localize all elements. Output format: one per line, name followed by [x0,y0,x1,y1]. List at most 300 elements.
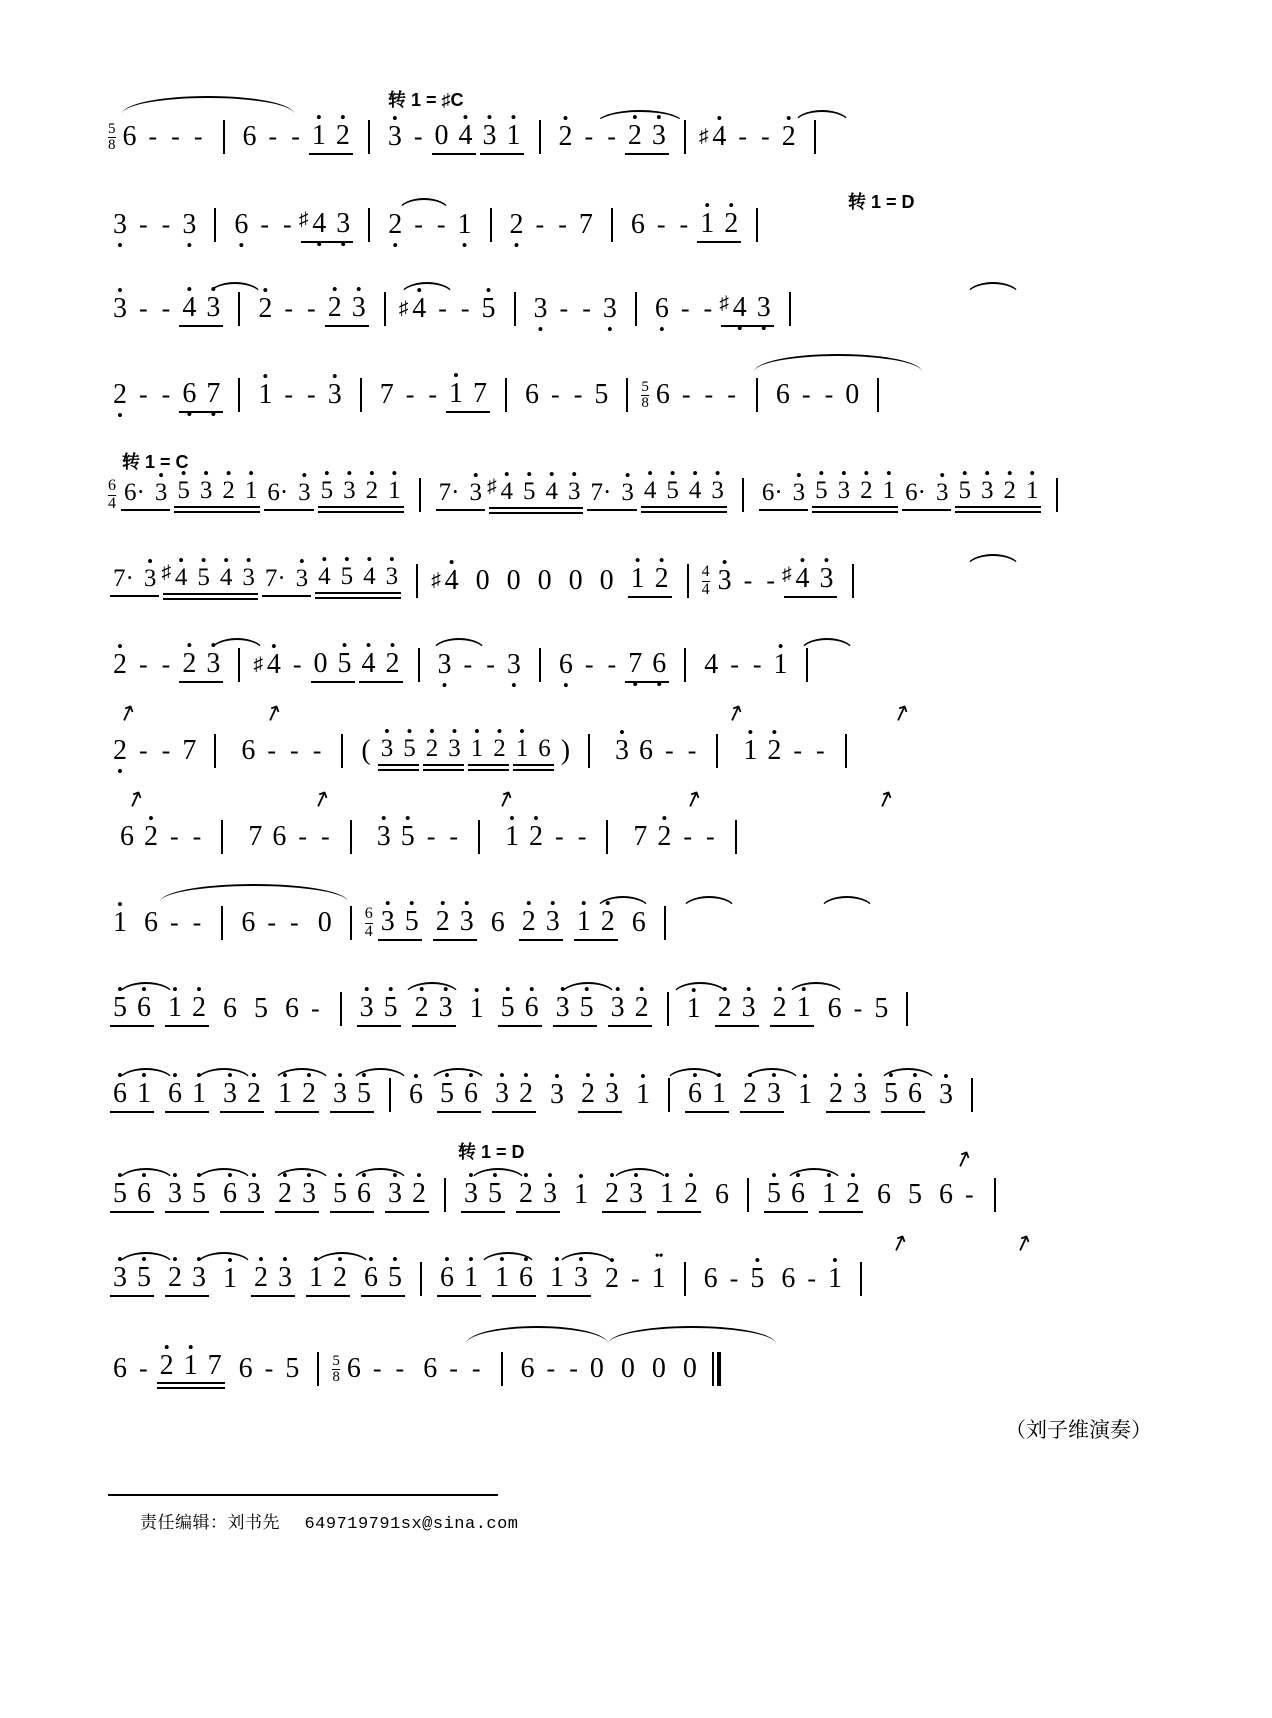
sustain-dash: - [139,1354,148,1383]
sustain-dash: - [291,122,300,151]
note: • 1 [769,651,793,679]
note: • 2 [361,478,384,503]
note: 7 [578,209,593,240]
beamed-group [817,1178,865,1213]
bar-line [606,820,608,854]
note: • 3 [713,567,737,595]
note: • 3 [931,480,954,505]
note: • 1 [655,1180,679,1208]
beamed-group [431,906,479,941]
sustain-dash: - [729,1264,739,1293]
bar-line [501,1352,503,1386]
note: • 2 [108,651,132,679]
note: • 5 [333,650,357,678]
rest: 0 [620,1353,635,1384]
beamed-group [273,1078,321,1113]
note: • 1 [793,1081,817,1109]
note: • 5 [435,1080,459,1108]
tie-arc [122,96,294,114]
note: • 2 [855,478,878,503]
score-row [108,1340,1164,1398]
beamed-group [953,477,1043,513]
beamed-group [757,479,810,511]
note: • 3 [376,908,400,936]
bar-line [341,734,343,768]
beamed-group [163,992,211,1027]
beamed-group [434,479,487,511]
note: • 5 [810,478,833,503]
note: • 2 [554,123,578,151]
note: • 2 [155,1352,179,1380]
beamed-group [218,1078,266,1113]
note: 6 • [647,650,671,678]
key-change-label-3: 转 1 = C [122,452,189,472]
note: 6 [877,1179,891,1210]
sustain-dash: - [283,210,292,239]
note: • 6 [359,1264,383,1292]
rest: 0 [537,565,552,596]
bar-line [221,820,223,854]
note: • 4 [262,651,286,679]
note: 7 [473,377,488,409]
note: 4 • [728,294,752,322]
note: • 4 [454,122,478,150]
note: 3 • [177,211,201,239]
beamed-group [383,1178,431,1213]
note: • 1 [682,995,706,1023]
sustain-dash: - [631,1264,640,1293]
beamed-group [177,378,225,413]
note: • 1 [572,908,596,936]
bar-line [490,208,492,242]
note: • 5 [187,1180,211,1208]
bar-line [1056,478,1058,512]
beamed-group [487,476,586,514]
note: 5 [285,1353,300,1384]
note: 2 • [108,737,132,765]
note: 6 [122,121,137,152]
note: • 2 [407,1180,431,1208]
bar-line [635,292,637,326]
sustain-dash: - [139,210,148,239]
note: • 3 [218,1080,242,1108]
note: • 6 [404,1081,428,1109]
note: • 1 [187,1080,211,1108]
sustain-dash: - [801,380,811,409]
note: • 2 [652,823,676,851]
bar-line [860,1262,862,1296]
sustain-dash: - [413,122,423,151]
bar-line [684,120,686,154]
bar-line [668,1078,670,1112]
sustain-dash: - [307,294,316,323]
note: 7· [264,565,286,592]
note: • 2 [824,1080,848,1108]
note: 7 [248,821,263,852]
bar-line [350,820,352,854]
note: • 4 [495,479,518,504]
note: • 2 [217,478,240,503]
note: • 3 [139,566,162,591]
note: • 3 [347,294,371,322]
note: • 2 [719,210,743,238]
note: • 6 [683,1080,707,1108]
note: 6 [715,1179,729,1210]
beamed-group [316,477,406,513]
beamed-group [108,992,156,1027]
grace-note-icon: ↗ [886,1227,912,1258]
sharp-accidental: ♯ [298,208,309,230]
note: 7 [182,735,197,766]
sustain-dash: - [607,122,616,151]
note: • 1 [273,1080,297,1108]
sustain-dash: - [535,210,545,239]
note: • 6 [520,994,544,1022]
sustain-dash: - [139,294,148,323]
sustain-dash: - [680,294,690,323]
note: 4 • [307,210,331,238]
note: • 2 [421,736,444,761]
sustain-dash: - [793,736,803,765]
beamed-group [762,1178,810,1213]
note: • 5 [398,736,421,761]
beamed-group [490,1262,538,1297]
note: 6 [781,1263,796,1294]
sustain-dash: - [171,122,180,151]
note: • 2 [596,908,620,936]
note: • 3 [237,565,260,590]
note: • 6 [459,1080,483,1108]
note: • 5 [879,1080,903,1108]
note: • 3 [551,994,575,1022]
note: 7· [438,479,460,506]
note: • 6 [163,1080,187,1108]
note: • 3 [338,478,361,503]
time-signature: 5 8 [108,120,116,153]
bar-line [814,120,816,154]
editor-label: 责任编辑：刘书先 [140,1513,280,1532]
note: 6· [124,479,145,506]
note: 5 [874,993,889,1024]
note: • 3 [647,122,671,150]
note: 6 [238,1353,253,1384]
sustain-dash: - [687,736,697,765]
note: 6 [703,1263,718,1294]
score-row [108,366,1164,424]
note: 7· [113,565,134,592]
beamed-group [719,292,776,327]
beamed-group [376,732,421,771]
beamed-group [782,564,839,598]
bar-line [994,1178,996,1212]
note: 7 [207,1349,222,1381]
note: • 1 [500,823,524,851]
note: 3 • [598,295,622,323]
sustain-dash: - [584,650,594,679]
bar-line [806,648,808,682]
sustain-dash: - [743,566,753,595]
note: • 2 [323,294,347,322]
note: • 1 [823,1265,847,1293]
bar-line [906,992,908,1026]
bar-line [742,478,744,512]
note: • 2 [514,1180,538,1208]
note: • 3 [381,564,404,589]
note: • 2 [187,994,211,1022]
bar-line [664,906,666,940]
sustain-dash: - [766,566,775,595]
note: • 3 [273,1264,297,1292]
note: 6 [655,379,670,410]
bar-line [684,1262,686,1296]
note: • 2 [713,994,737,1022]
sustain-dash: - [703,294,713,323]
sustain-dash: - [405,380,415,409]
editor-contact: 649719791sx@sina.com [304,1515,519,1534]
bar-line [389,1078,391,1112]
beamed-group [655,1178,703,1213]
note: • 3 [328,1080,352,1108]
tie-arc [466,1326,608,1344]
sustain-dash: - [569,1354,578,1383]
note: • 5 [661,478,684,503]
note: • 2 [488,736,511,761]
note: 6 [285,993,299,1024]
time-signature: 4 4 [701,562,710,598]
note: • 5 [575,994,599,1022]
beamed-group [444,378,492,413]
sustain-dash: - [139,380,148,409]
note: • 2 [410,994,434,1022]
note: • 5 [336,564,359,589]
sustain-dash: - [486,650,495,679]
beamed-group [108,1078,156,1113]
note: 6 [223,993,237,1024]
sustain-dash: - [738,122,748,151]
note: 6 [490,907,505,938]
note: • 1 [695,210,719,238]
beamed-group [585,479,638,511]
note: 7 • [623,650,647,678]
note: 3 • [331,210,355,238]
sustain-dash: - [460,294,470,323]
note: 6 [346,1353,361,1384]
note: • 4 [707,123,731,151]
note: • 3 [455,908,479,936]
note: • 1 [108,909,132,937]
bar-line [505,378,507,412]
sustain-dash: - [139,650,148,679]
beamed-group [879,1078,927,1113]
sharp-accidental: ♯ [486,476,497,497]
beamed-group [177,648,225,683]
note: • 5 [108,1180,132,1208]
rest: 0 [313,647,328,679]
beamed-group [459,1178,507,1213]
beamed-group [304,1262,352,1297]
grace-note-icon: ↗ [122,783,148,814]
beamed-group [490,1078,538,1113]
note: • 1 [738,737,762,765]
note: • 5 [328,1180,352,1208]
note: • 5 [132,1264,156,1292]
rest: 0 [568,565,583,596]
bar-line [539,120,541,154]
note: • 3 [297,1180,321,1208]
bar-line [214,208,216,242]
sustain-dash: - [607,650,617,679]
bar-line [238,292,240,326]
sustain-dash: - [312,736,322,765]
note: • 3 [434,994,458,1022]
note: • 3 [624,1180,648,1208]
rest: 0 [682,1353,697,1384]
tie-arc [160,884,348,902]
note: • 4 [407,295,431,323]
sustain-dash: - [584,122,594,151]
beamed-group [307,120,355,155]
sustain-dash: - [290,908,299,937]
beamed-group [108,1262,156,1297]
grace-note-icon: ↗ [492,783,518,814]
note: • 2 [777,123,801,151]
bar-line [756,378,758,412]
note: • 3 [490,1080,514,1108]
beamed-group [623,120,671,155]
sustain-dash: - [577,822,587,851]
beamed-group [824,1078,872,1113]
note: 3 • [433,651,457,679]
note: • 4 [177,294,201,322]
note: 6 [144,907,158,938]
note: • 3 [833,478,856,503]
score-row [108,466,1164,524]
beamed-group [517,906,565,941]
footer-divider [108,1494,498,1496]
note: • 2 [600,1180,624,1208]
sustain-dash: - [161,736,171,765]
sustain-dash: - [727,380,736,409]
note: • 5 [396,823,420,851]
note: • 3 [976,478,999,503]
note: 6 [827,993,842,1024]
grace-note-icon: ↗ [114,697,140,728]
note: • 3 [563,479,586,504]
beamed-group [738,1078,786,1113]
note: • 2 [249,1264,273,1292]
note: • 5 [108,994,132,1022]
rest: 0 [589,1353,604,1384]
beamed-group [623,648,671,683]
beamed-group [900,479,953,511]
note: • 3 [201,650,225,678]
note: • 1 [707,1080,731,1108]
note: • 3 [443,736,466,761]
note: • 5 [477,295,501,323]
note: • 1 [631,1081,655,1109]
note: • 1 [626,565,650,593]
note: • 5 [316,478,339,503]
footer-editor [140,1508,519,1534]
note: • 2 [431,908,455,936]
sharp-accidental: ♯ [719,292,729,314]
sustain-dash: - [161,294,171,323]
sustain-dash: - [683,822,693,851]
sustain-dash: - [267,908,277,937]
beamed-group [511,732,556,771]
note: • 1 [511,736,534,761]
note: • 3 [383,1180,407,1208]
note: • 3 [293,480,316,505]
beamed-group [606,992,654,1027]
bar-line [419,478,421,512]
beamed-group [172,477,262,513]
sharp-accidental: ♯ [253,654,263,675]
beamed-group [309,648,357,683]
note: 2 • [505,211,529,239]
beamed-group [600,1178,648,1213]
rest: 0 [651,1353,666,1384]
rest: 0 [317,907,332,938]
note: • 2 [679,1180,703,1208]
beamed-group [163,1078,211,1113]
bar-line [626,378,628,412]
bar-line [360,378,362,412]
sustain-dash: - [546,1354,556,1383]
note: • 4 [540,479,563,504]
rest: 0 [599,565,614,596]
note: • 5 [762,1180,786,1208]
note: • 1 [304,1264,328,1292]
note: • 2 [517,908,541,936]
bar-line [611,208,613,242]
tie-arc [754,354,922,372]
note: • 3 [150,480,173,505]
sustain-dash: - [706,822,715,851]
note: • 4 [639,478,662,503]
beamed-group [572,906,620,941]
sharp-accidental: ♯ [161,562,171,583]
sustain-dash: - [573,380,583,409]
beamed-group [218,1178,266,1213]
note: • 2 [623,122,647,150]
sustain-dash: - [679,210,689,239]
sustain-dash: - [170,822,179,851]
sustain-dash: - [139,736,148,765]
note: • 1 [163,994,187,1022]
sustain-dash: - [665,736,674,765]
tie-arc [608,1326,776,1344]
note: • 5 [483,1180,507,1208]
score-row [108,1066,1164,1124]
note: • 2 [242,1080,266,1108]
sustain-dash: - [681,380,691,409]
beamed-group [478,120,526,155]
grace-note-icon: ↗ [722,697,748,728]
sustain-dash: - [148,122,158,151]
note: • 1 [253,381,277,409]
beamed-group [683,1078,731,1113]
note: • 6 [903,1080,927,1108]
note: • 5 [383,1264,407,1292]
note: • 1 [240,478,263,503]
note: 6 [272,821,287,852]
sustain-dash: - [730,650,739,679]
note: • 5 [172,478,195,503]
sustain-dash: - [161,380,171,409]
note: • 5 [496,994,520,1022]
bar-line [514,292,516,326]
